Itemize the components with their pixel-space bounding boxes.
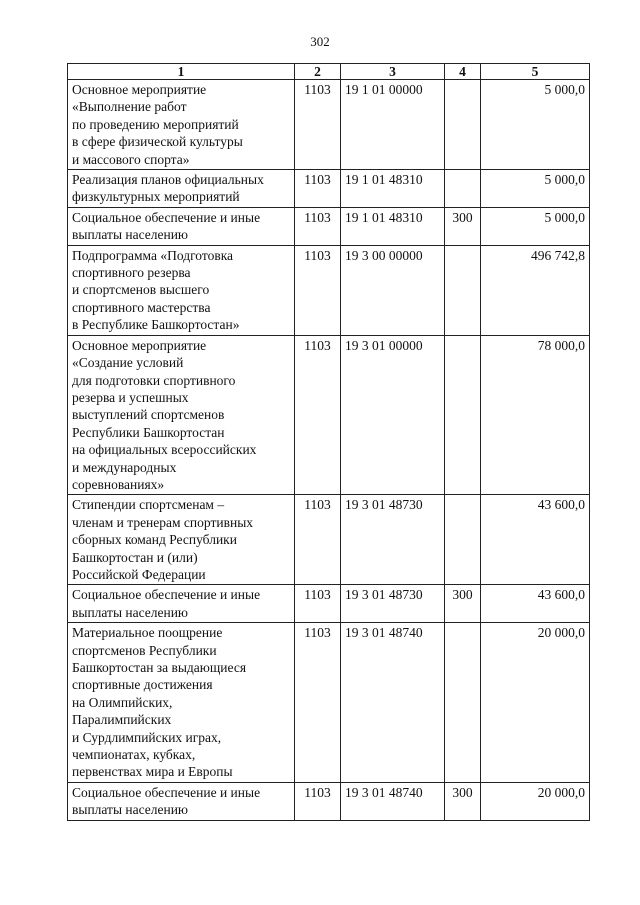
row-amount: 5 000,0 [481, 207, 590, 245]
row-type [445, 495, 481, 585]
row-code: 19 3 01 00000 [341, 335, 445, 495]
table-row [68, 782, 590, 820]
table-row [68, 585, 590, 623]
row-name: Социальное обеспечение и иные выплаты населению [68, 782, 295, 820]
table-row [68, 170, 590, 208]
row-name: Основное мероприятие «Выполнение работ по проведению мероприятий в сфере физической культуры и массового спорта» [68, 80, 295, 170]
row-name: Реализация планов официальных физкультурных мероприятий [68, 170, 295, 208]
row-section: 1103 [295, 245, 341, 335]
row-type [445, 170, 481, 208]
column-header-name: 1 [68, 64, 295, 80]
row-code: 19 1 01 48310 [341, 170, 445, 208]
table-row [68, 207, 590, 245]
budget-table [67, 63, 590, 821]
column-header-type: 4 [445, 64, 481, 80]
row-code: 19 1 01 00000 [341, 80, 445, 170]
row-code: 19 3 01 48730 [341, 495, 445, 585]
row-code: 19 3 01 48740 [341, 623, 445, 783]
row-name: Подпрограмма «Подготовка спортивного резерва и спортсменов высшего спортивного мастерства в Республике Башкортостан» [68, 245, 295, 335]
row-name: Основное мероприятие «Создание условий для подготовки спортивного резерва и успешных выступлений спортсменов Республики Башкортостан на официальных всероссийских и международных соревнованиях» [68, 335, 295, 495]
row-type [445, 80, 481, 170]
column-header-code: 3 [341, 64, 445, 80]
row-section: 1103 [295, 623, 341, 783]
table-row [68, 495, 590, 585]
column-header-section: 2 [295, 64, 341, 80]
row-amount: 5 000,0 [481, 80, 590, 170]
row-type: 300 [445, 207, 481, 245]
row-amount: 78 000,0 [481, 335, 590, 495]
row-section: 1103 [295, 207, 341, 245]
row-section: 1103 [295, 170, 341, 208]
column-header-amount: 5 [481, 64, 590, 80]
row-amount: 43 600,0 [481, 585, 590, 623]
row-amount: 43 600,0 [481, 495, 590, 585]
row-type [445, 335, 481, 495]
row-type [445, 245, 481, 335]
row-section: 1103 [295, 782, 341, 820]
row-section: 1103 [295, 80, 341, 170]
row-name: Материальное поощрение спортсменов Республики Башкортостан за выдающиеся спортивные достижения на Олимпийских, Паралимпийских и Сурдлимпийских играх, чемпионатах, кубках, первенствах мира и Европы [68, 623, 295, 783]
row-type [445, 623, 481, 783]
table-row [68, 623, 590, 783]
row-section: 1103 [295, 335, 341, 495]
row-amount: 5 000,0 [481, 170, 590, 208]
row-type: 300 [445, 585, 481, 623]
row-code: 19 3 00 00000 [341, 245, 445, 335]
row-amount: 496 742,8 [481, 245, 590, 335]
row-amount: 20 000,0 [481, 782, 590, 820]
row-amount: 20 000,0 [481, 623, 590, 783]
row-code: 19 3 01 48730 [341, 585, 445, 623]
row-name: Социальное обеспечение и иные выплаты населению [68, 585, 295, 623]
row-type: 300 [445, 782, 481, 820]
row-section: 1103 [295, 585, 341, 623]
row-code: 19 1 01 48310 [341, 207, 445, 245]
row-name: Социальное обеспечение и иные выплаты населению [68, 207, 295, 245]
table-row [68, 245, 590, 335]
table-row [68, 335, 590, 495]
row-section: 1103 [295, 495, 341, 585]
table-row [68, 80, 590, 170]
page-number: 302 [310, 34, 330, 49]
header-row [68, 64, 590, 80]
row-name: Стипендии спортсменам – членам и тренерам спортивных сборных команд Республики Башкортостан и (или) Российской Федерации [68, 495, 295, 585]
row-code: 19 3 01 48740 [341, 782, 445, 820]
